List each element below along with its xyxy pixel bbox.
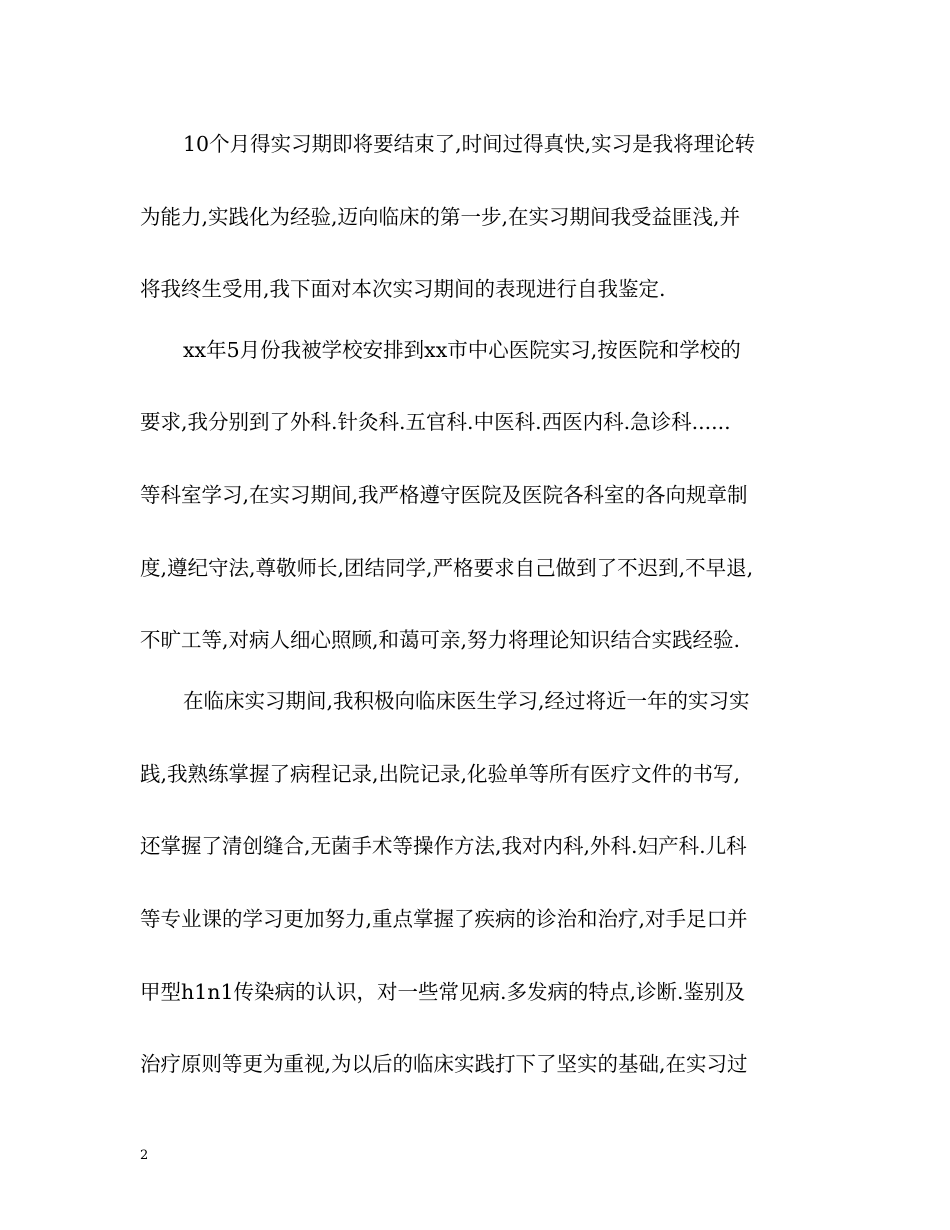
paragraph-3-line-3: 还掌握了清创缝合,无菌手术等操作方法,我对内科,外科.妇产科.儿科 xyxy=(140,834,747,858)
paragraph-1-line-1: 10个月得实习期即将要结束了,时间过得真快,实习是我将理论转 xyxy=(183,132,756,156)
paragraph-2-line-4: 度,遵纪守法,尊敬师长,团结同学,严格要求自己做到了不迟到,不早退, xyxy=(140,556,754,580)
paragraph-1-line-3: 将我终生受用,我下面对本次实习期间的表现进行自我鉴定. xyxy=(140,277,666,301)
paragraph-3-line-1: 在临床实习期间,我积极向临床医生学习,经过将近一年的实习实 xyxy=(183,689,750,713)
paragraph-2-line-2: 要求,我分别到了外科.针灸科.五官科.中医科.西医内科.急诊科...... xyxy=(140,410,731,434)
paragraph-3-line-2: 践,我熟练掌握了病程记录,出院记录,化验单等所有医疗文件的书写, xyxy=(140,762,741,786)
paragraph-3-line-4: 等专业课的学习更加努力,重点掌握了疾病的诊治和治疗,对手足口并 xyxy=(140,907,748,931)
paragraph-2-line-1: xx年5月份我被学校安排到xx市中心医院实习,按医院和学校的 xyxy=(183,338,741,362)
paragraph-3-line-6: 治疗原则等更为重视,为以后的临床实践打下了坚实的基础,在实习过 xyxy=(140,1052,748,1076)
paragraph-2-line-3: 等科室学习,在实习期间,我严格遵守医院及医院各科室的各向规章制 xyxy=(140,483,748,507)
paragraph-3-line-5: 甲型h1n1传染病的认识，对一些常见病.多发病的特点,诊断.鉴别及 xyxy=(140,980,746,1004)
page-number: 2 xyxy=(140,1148,149,1163)
paragraph-1-line-2: 为能力,实践化为经验,迈向临床的第一步,在实习期间我受益匪浅,并 xyxy=(140,205,741,229)
paragraph-2-line-5: 不旷工等,对病人细心照顾,和蔼可亲,努力将理论知识结合实践经验. xyxy=(140,628,741,652)
